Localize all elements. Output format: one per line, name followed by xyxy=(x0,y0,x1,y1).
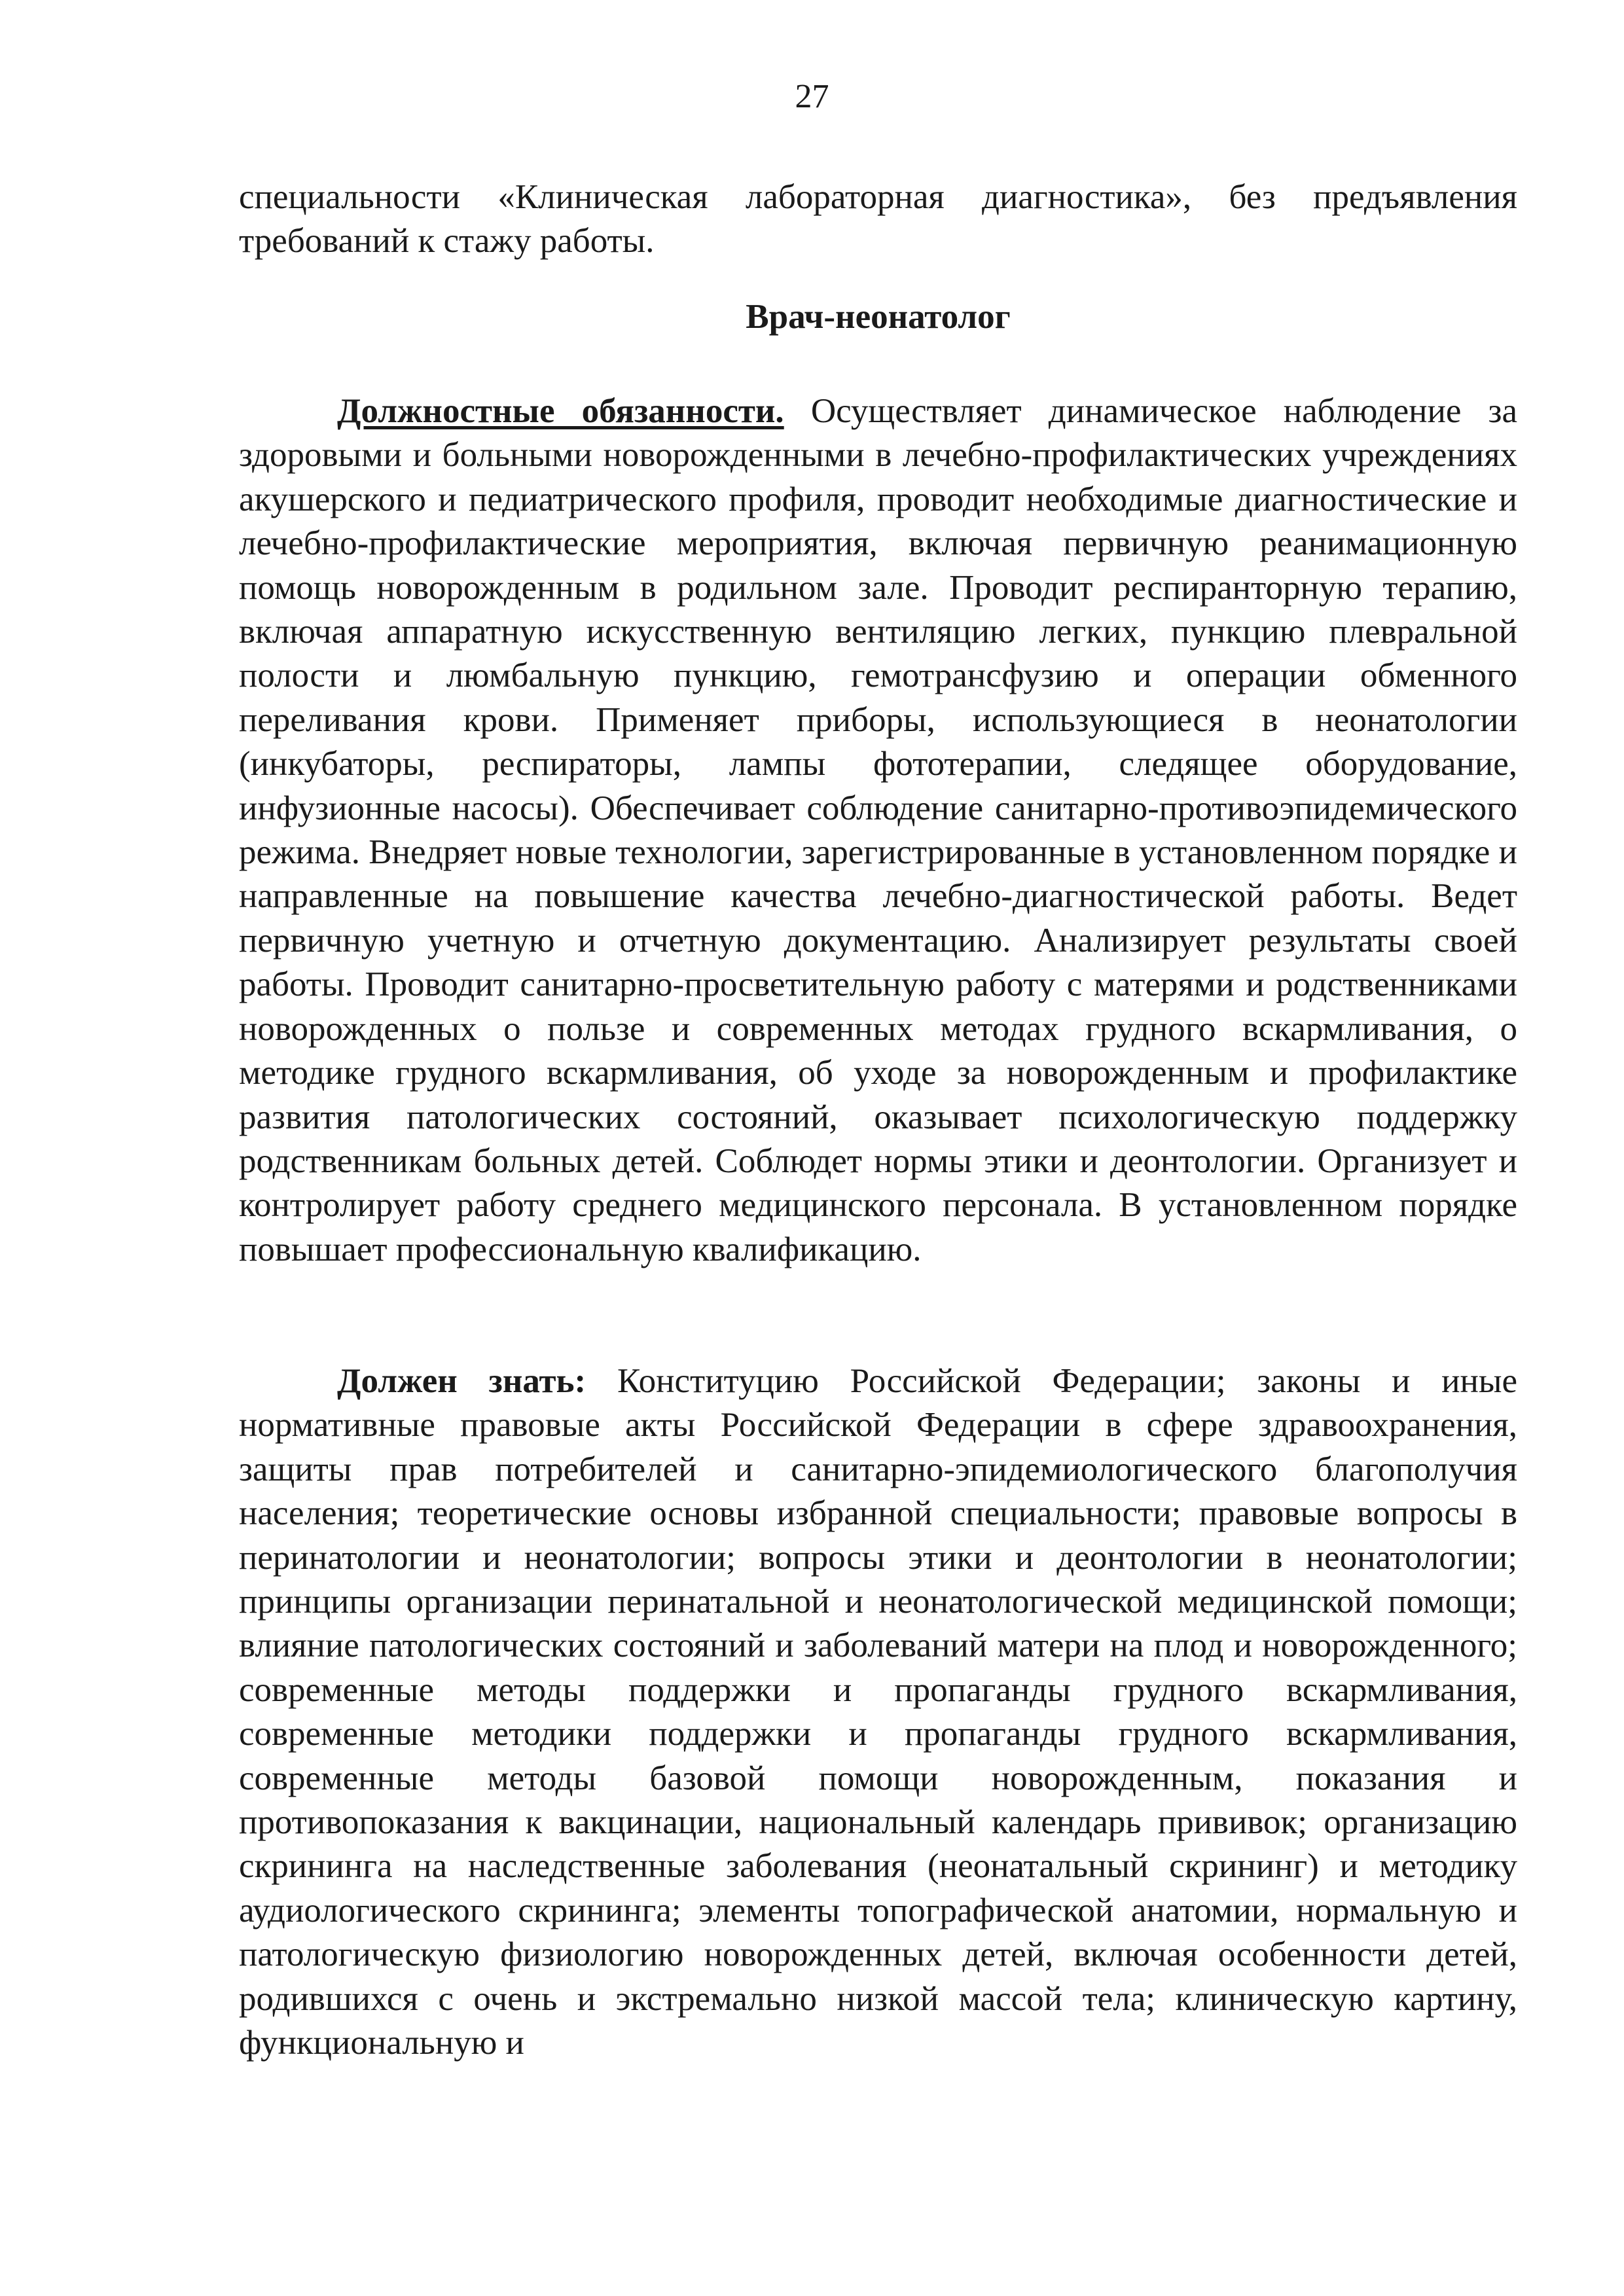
duties-section xyxy=(239,389,1517,1272)
duties-paragraph xyxy=(239,389,1517,1272)
duties-heading: Должностные обязанности. xyxy=(337,392,784,430)
knowledge-text: Конституцию Российской Федерации; законы и иные нормативные правовые акты Российской Федерации в сфере здравоохранения, защиты прав потребителей и санитарно-эпидемиологического благополучия населения; теоретические основы избранной специальности; правовые вопросы в перинатологии и неонатологии; вопросы этики и деонтологии в неонатологии; принципы организации перинатальной и неонатологической медицинской помощи; влияние патологических состояний и заболеваний матери на плод и новорожденного; современные методы поддержки и пропаганды грудного вскармливания, современные методики поддержки и пропаганды грудного вскармливания, современные методы базовой помощи новорожденным, показания и противопоказания к вакцинации, национальный календарь прививок; организацию скрининга на наследственные заболевания (неонатальный скрининг) и методику аудиологического скрининга; элементы топографической анатомии, нормальную и патологическую физиологию новорожденных детей, включая особенности детей, родившихся с очень и экстремально низкой массой тела; клиническую картину, функциональную и xyxy=(239,1362,1518,2062)
section-title: Врач-неонатолог xyxy=(746,298,1011,336)
knowledge-heading: Должен знать: xyxy=(337,1362,586,1400)
page-number: 27 xyxy=(795,78,829,115)
knowledge-section xyxy=(239,1359,1517,2066)
intro-section xyxy=(239,175,1517,264)
intro-paragraph: специальности «Клиническая лабораторная диагностика», без предъявления требований к стажу работы. xyxy=(239,178,1517,260)
knowledge-paragraph xyxy=(239,1359,1517,2066)
duties-text: Осуществляет динамическое наблюдение за здоровыми и больными новорожденными в лечебно-профилактических учреждениях акушерского и педиатрического профиля, проводит необходимые диагностические и лечебно-профилактические мероприятия, включая первичную реанимационную помощь новорожденным в родильном зале. Проводит респиранторную терапию, включая аппаратную искусственную вентиляцию легких, пункцию плевральной полости и люмбальную пункцию, гемотрансфузию и операции обменного переливания крови. Применяет приборы, использующиеся в неонатологии (инкубаторы, респираторы, лампы фототерапии, следящее оборудование, инфузионные насосы). Обеспечивает соблюдение санитарно-противоэпидемического режима. Внедряет новые технологии, зарегистрированные в установленном порядке и направленные на повышение качества лечебно-диагностической работы. Ведет первичную учетную и отчетную документацию. Анализирует результаты своей работы. Проводит санитарно-просветительную работу с матерями и родственниками новорожденных о пользе и современных методах грудного вскармливания, о методике грудного вскармливания, об уходе за новорожденным и профилактике развития патологических состояний, оказывает психологическую поддержку родственникам больных детей. Соблюдет нормы этики и деонтологии. Организует и контролирует работу среднего медицинского персонала. В установленном порядке повышает профессиональную квалификацию. xyxy=(239,392,1517,1268)
